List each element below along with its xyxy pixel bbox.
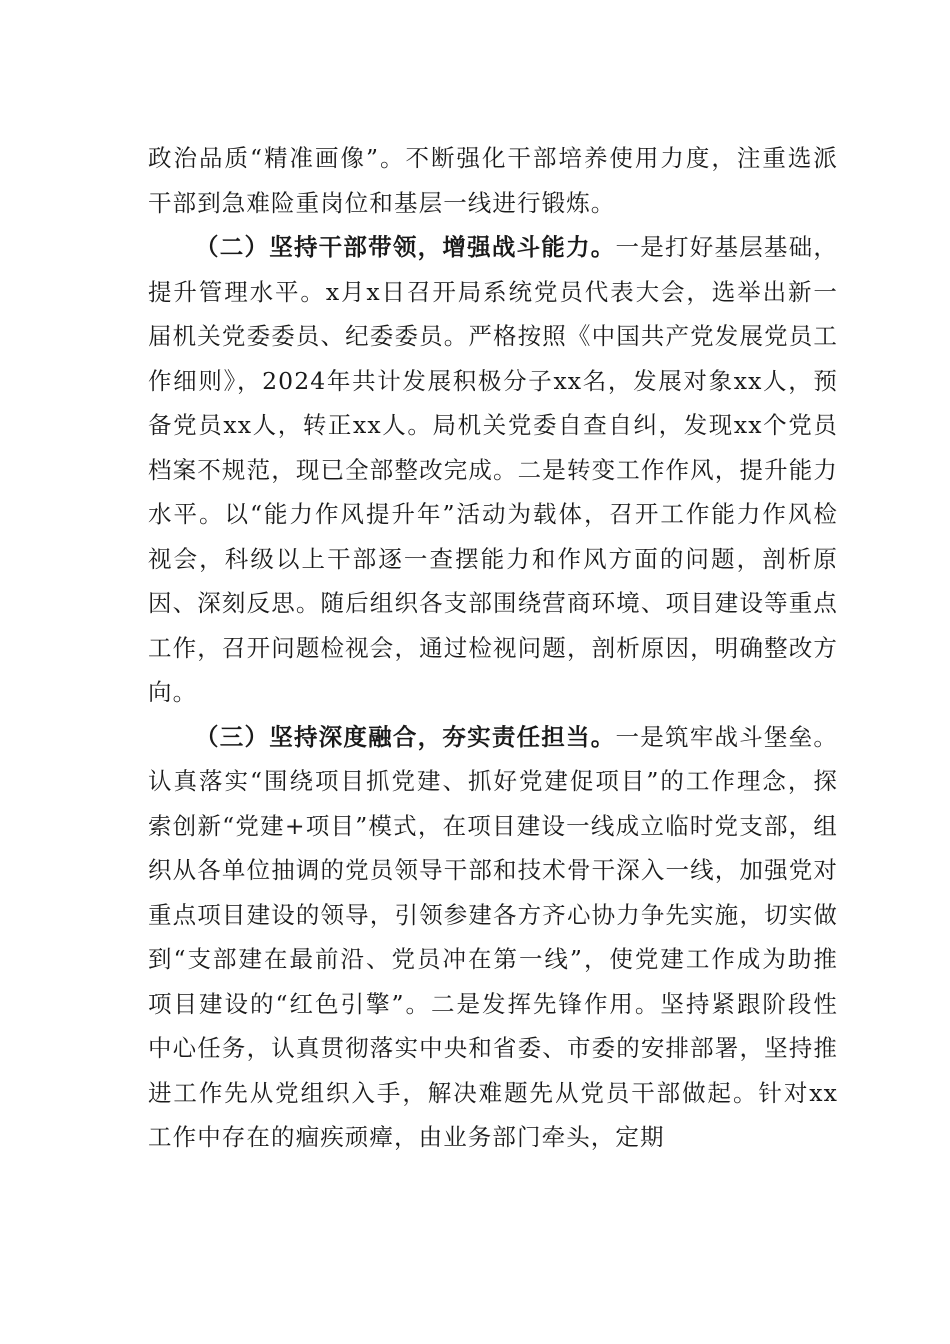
paragraph-section-3 xyxy=(148,715,838,1160)
paragraph-body: 政治品质“精准画像”。不断强化干部培养使用力度，注重选派干部到急难险重岗位和基层一线进行锻炼。 xyxy=(148,144,838,217)
section-heading: （三）坚持深度融合，夯实责任担当。 xyxy=(195,722,616,751)
paragraph-continued xyxy=(148,136,838,225)
paragraph-body: 一是打好基层基础，提升管理水平。x月x日召开局系统党员代表大会，选举出新一届机关党委委员、纪委委员。严格按照《中国共产党发展党员工作细则》，2024年共计发展积极分子xx名，发展对象xx人，预备党员xx人，转正xx人。局机关党委自查自纠，发现xx个党员档案不规范，现已全部整改完成。二是转变工作作风，提升能力水平。以“能力作风提升年”活动为载体，召开工作能力作风检视会，科级以上干部逐一查摆能力和作风方面的问题，剖析原因、深刻反思。随后组织各支部围绕营商环境、项目建设等重点工作，召开问题检视会，通过检视问题，剖析原因，明确整改方向。 xyxy=(148,233,839,706)
section-heading: （二）坚持干部带领，增强战斗能力。 xyxy=(195,233,616,261)
document-page xyxy=(148,136,838,1160)
paragraph-body: 一是筑牢战斗堡垒。认真落实“围绕项目抓党建、抓好党建促项目”的工作理念，探索创新“党建+项目”模式，在项目建设一线成立临时党支部，组织从各单位抽调的党员领导干部和技术骨干深入一线，加强党对重点项目建设的领导，引领参建各方齐心协力争先实施，切实做到“支部建在最前沿、党员冲在第一线”，使党建工作成为助推项目建设的“红色引擎”。二是发挥先锋作用。坚持紧跟阶段性中心任务，认真贯彻落实中央和省委、市委的安排部署，坚持推进工作先从党组织入手，解决难题先从党员干部做起。针对xx工作中存在的痼疾顽瘴，由业务部门牵头，定期 xyxy=(148,722,839,1151)
paragraph-section-2 xyxy=(148,225,838,715)
